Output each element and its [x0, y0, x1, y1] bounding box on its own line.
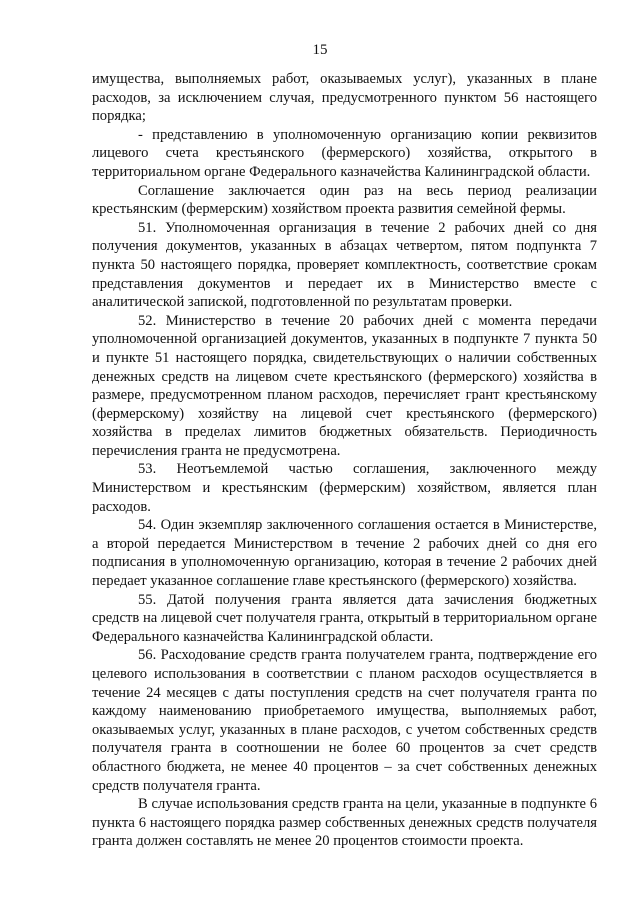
paragraph-agreement-once: Соглашение заключается один раз на весь период реализации крестьянским (фермерским) хозяйством проекта развития семейной фермы. — [92, 182, 597, 218]
paragraph-clause-56: 56. Расходование средств гранта получателем гранта, подтверждение его целевого использования в соответствии с планом расходов осуществляется в течение 24 месяцев с даты поступления средств на счет получателя гранта по каждому наименованию приобретаемого имущества, выполняемых работ, оказываемых услуг, указанных в плане расходов, с учетом собственных средств получателя гранта в соотношении не более 60 процентов за счет средств областного бюджета, не менее 40 процентов – за счет собственных денежных средств получателя гранта. — [92, 647, 597, 794]
paragraph-clause-55: 55. Датой получения гранта является дата зачисления бюджетных средств на лицевой счет получателя гранта, открытый в территориальном органе Федерального казначейства Калининградской области. — [92, 591, 597, 645]
page-number: 15 — [312, 42, 328, 58]
paragraph-clause-51: 51. Уполномоченная организация в течение 2 рабочих дней со дня получения документов, указанных в абзацах четвертом, пятом подпункта 7 пункта 50 настоящего порядка, проверяет комплектность, соответствие срокам представления документов и передает их в Министерство вместе с аналитической запиской, подготовленной по результатам проверки. — [92, 219, 597, 311]
paragraph-clause-52: 52. Министерство в течение 20 рабочих дней с момента передачи уполномоченной организацией документов, указанных в подпункте 7 пункта 50 и пункте 51 настоящего порядка, свидетельствующих о наличии собственных денежных средств на лицевом счете крестьянского (фермерского) хозяйства в размере, предусмотренном планом расходов, перечисляет грант крестьянскому (фермерскому) хозяйству на лицевой счет крестьянского (фермерского) хозяйства в пределах лимитов бюджетных обязательств. Периодичность перечисления гранта не предусмотрена. — [92, 312, 597, 459]
paragraph-misuse-case: В случае использования средств гранта на цели, указанные в подпункте 6 пункта 6 настоящего порядка размер собственных денежных средств получателя гранта должен составлять не менее 20 процентов стоимости проекта. — [92, 796, 597, 850]
paragraph-bullet-requisites: - представлению в уполномоченную организацию копии реквизитов лицевого счета крестьянского (фермерского) хозяйства, открытого в территориальном органе Федерального казначейства Калининградской области. — [92, 126, 597, 180]
paragraph-clause-53: 53. Неотъемлемой частью соглашения, заключенного между Министерством и крестьянским (фермерским) хозяйством, является план расходов. — [92, 461, 597, 515]
paragraph-continuation: имущества, выполняемых работ, оказываемых услуг), указанных в плане расходов, за исключением случая, предусмотренного пунктом 56 настоящего порядка; — [92, 71, 597, 125]
document-body — [92, 70, 597, 851]
paragraph-clause-54: 54. Один экземпляр заключенного соглашения остается в Министерстве, а второй передается Министерством в течение 2 рабочих дней со дня его подписания в уполномоченную организацию, которая в течение 2 рабочих дней передает указанное соглашение главе крестьянского (фермерского) хозяйства. — [92, 517, 597, 590]
